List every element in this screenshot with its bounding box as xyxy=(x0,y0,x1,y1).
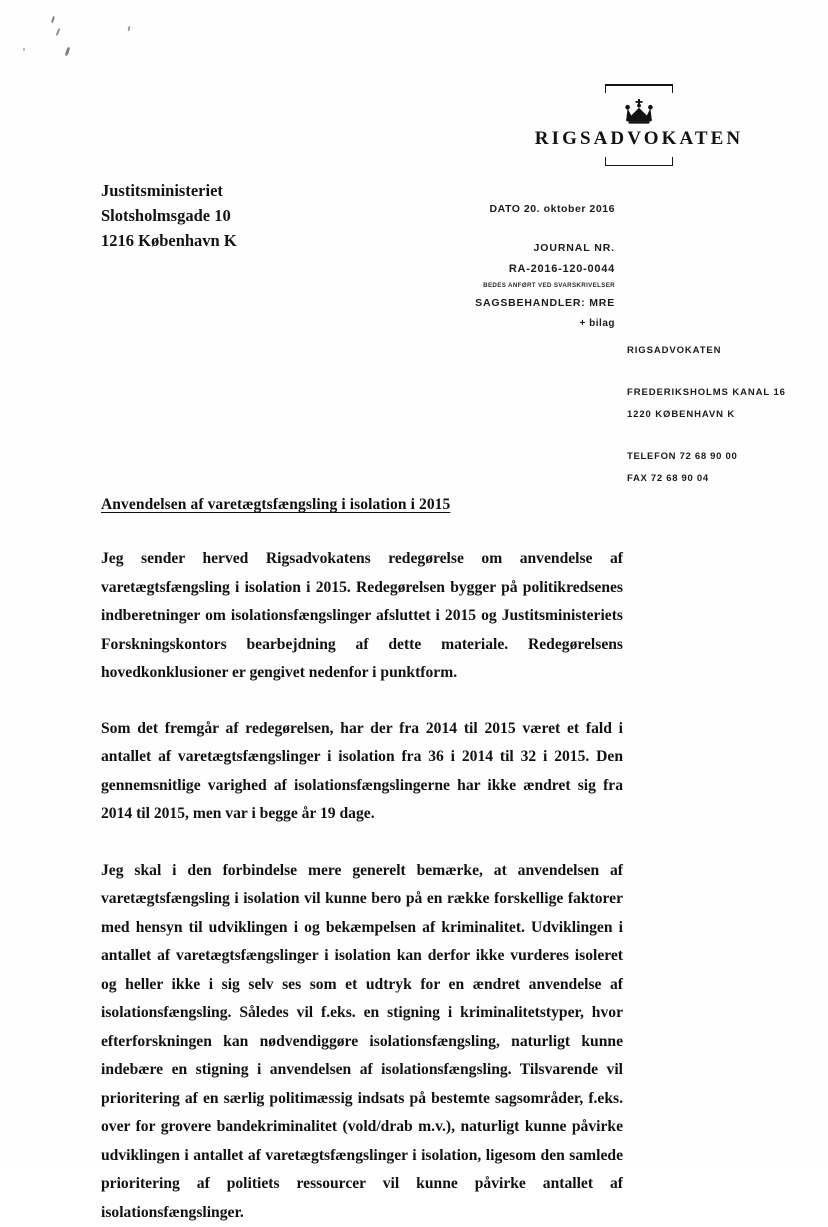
crown-icon xyxy=(505,99,773,125)
sender-street: FREDERIKSHOLMS KANAL 16 xyxy=(627,387,786,398)
body-paragraph-2: Som det fremgår af redegørelsen, har der fra 2014 til 2015 været et fald i antallet af varetægtsfængslinger i isolation fra 36 i 2014 til 32 i 2015. Den gennemsnitlige varighed af isolationsfængslingerne har ikke ændret sig fra 2014 til 2015, men var i begge år 19 dage. xyxy=(101,715,623,829)
recipient-address xyxy=(101,178,237,253)
sender-fax: FAX 72 68 90 04 xyxy=(627,473,786,484)
recipient-line-3: 1216 København K xyxy=(101,228,237,253)
page-title: Anvendelsen af varetægtsfængsling i isolation i 2015 xyxy=(101,496,623,514)
letterhead-bottom-rule xyxy=(605,157,673,166)
body-paragraph-1: Jeg sender herved Rigsadvokatens redegørelse om anvendelse af varetægtsfængsling i isolation i 2015. Redegørelsen bygger på politikredsenes indberetninger om isolationsfængslinger afsluttet i 2015 og Justitsministeriets Forskningskontors bearbejdning af dette materiale. Redegørelsens hovedkonklusioner er gengivet nedenfor i punktform. xyxy=(101,545,623,688)
letterhead-wordmark: RIGSADVOKATEN xyxy=(505,128,773,150)
scan-artifact xyxy=(51,16,55,23)
letterhead xyxy=(505,84,773,166)
metadata-journal-number: RA-2016-120-0044 xyxy=(315,263,615,275)
metadata-attachment: + bilag xyxy=(315,318,615,329)
recipient-line-2: Slotsholmsgade 10 xyxy=(101,203,237,228)
document-metadata xyxy=(315,203,615,329)
scan-artifact xyxy=(56,28,61,36)
metadata-date: DATO 20. oktober 2016 xyxy=(315,203,615,215)
recipient-line-1: Justitsministeriet xyxy=(101,178,237,203)
document-body xyxy=(101,496,623,1227)
scan-artifact xyxy=(23,48,25,51)
metadata-reply-note: BEDES ANFØRT VED SVARSKRIVELSER xyxy=(315,282,615,289)
scan-artifact xyxy=(65,47,71,56)
metadata-journal-label: JOURNAL NR. xyxy=(315,242,615,254)
sender-contact-block xyxy=(627,345,786,484)
sender-phone: TELEFON 72 68 90 00 xyxy=(627,451,786,462)
metadata-case-handler: SAGSBEHANDLER: MRE xyxy=(315,297,615,309)
body-paragraph-3: Jeg skal i den forbindelse mere generelt bemærke, at anvendelsen af varetægtsfængsling i isolation vil kunne bero på en række forskellige faktorer med hensyn til udviklingen i og bekæmpelsen af kriminalitet. Udviklingen i antallet af varetægtsfængslinger i isolation kan derfor ikke vurderes isoleret og heller ikke i sig selv ses som et udtryk for en ændret anvendelse af isolationsfængsling. Således vil f.eks. en stigning i kriminalitetstyper, hvor efterforskningen kan nødvendiggøre isolationsfængsling, naturligt kunne indebære en stigning i anvendelsen af isolationsfængsling. Tilsvarende vil prioritering af en særlig politimæssig indsats på bestemte sagsområder, f.eks. over for grovere bandekriminalitet (vold/drab m.v.), naturligt kunne påvirke udviklingen i antallet af varetægtsfængslinger i isolation, ligesom den samlede prioritering af politiets ressourcer vil kunne påvirke antallet af isolationsfængslinger. xyxy=(101,857,623,1227)
letterhead-top-rule xyxy=(605,84,673,93)
sender-city: 1220 KØBENHAVN K xyxy=(627,409,786,420)
scan-artifact xyxy=(128,26,131,31)
sender-name: RIGSADVOKATEN xyxy=(627,345,786,356)
